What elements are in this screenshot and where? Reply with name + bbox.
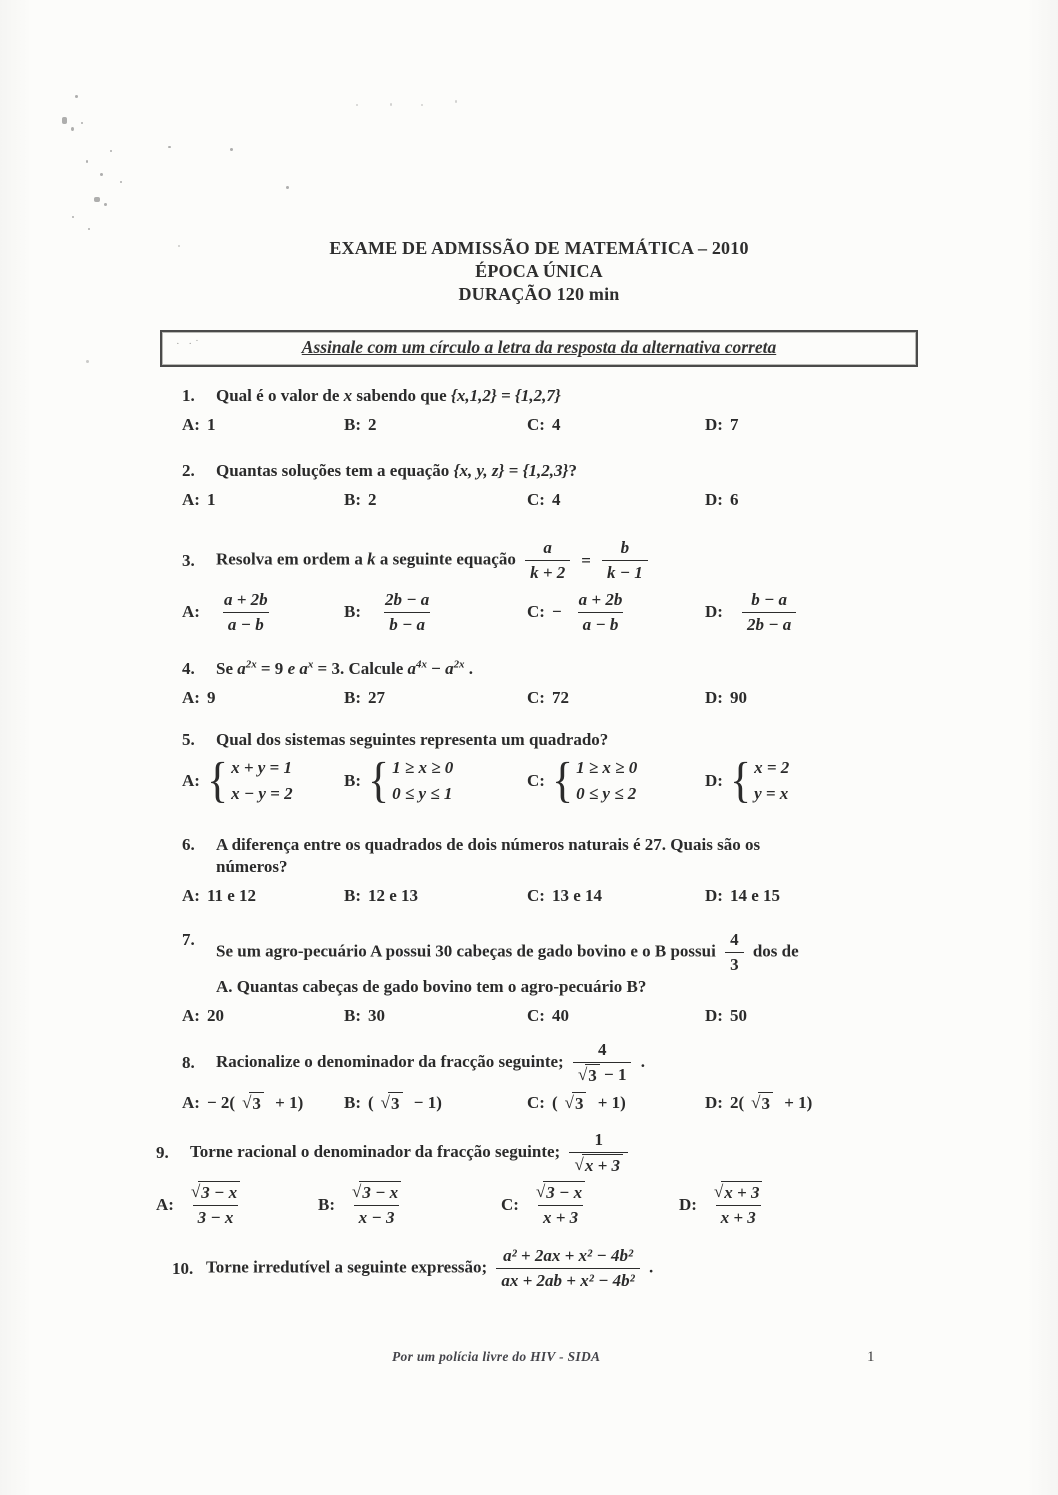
sqrt-radical-icon: √ <box>751 1092 760 1112</box>
equals-sign: = <box>581 550 591 570</box>
question-number: 7. <box>182 930 195 949</box>
question-number: 4. <box>182 658 195 678</box>
fraction <box>186 1181 245 1229</box>
option-d: D: √ x + 3 x + 3 <box>679 1181 918 1229</box>
question-3 <box>160 537 918 635</box>
denominator: k + 2 <box>525 560 570 584</box>
exam-header <box>160 237 918 306</box>
option-c: C: 4 <box>527 490 561 510</box>
fraction <box>496 1245 639 1292</box>
numerator: 4 <box>730 930 739 949</box>
question-text: Torne racional o denominador da fracção seguinte; 1 √ x + 3 <box>190 1129 918 1177</box>
sqrt-radical-icon: √ <box>242 1092 251 1112</box>
exam-duration: DURAÇÃO 120 min <box>458 284 620 304</box>
math-expression: {x, y, z} = {1,2,3} <box>453 461 569 481</box>
square-root: √ 3 <box>578 1064 600 1087</box>
option-b: B: 2 <box>344 415 377 435</box>
option-c: C: 4 <box>527 415 561 435</box>
denominator: ax + 2ab + x² − 4b² <box>496 1268 639 1292</box>
numerator <box>347 1181 406 1205</box>
sqrt-radical-icon: √ <box>352 1181 361 1201</box>
system-brace: { <box>206 753 229 809</box>
option-b: B: 12 e 13 <box>344 885 419 905</box>
question-text: Resolva em ordem a k a seguinte equação $\frac{a}{k + 2}$ = $\frac{b}{k - 1}$ <box>216 537 918 584</box>
numerator: a <box>543 538 552 558</box>
fraction <box>569 1129 628 1177</box>
fraction <box>573 1039 632 1087</box>
option-d: D: { x = 2 y = x <box>705 753 790 809</box>
option-b: B: 30 <box>344 1006 385 1026</box>
math-var: k <box>367 549 376 569</box>
square-root: √ 3 <box>381 1092 403 1115</box>
equation-system: { x + y = 1 x − y = 2 <box>206 753 293 809</box>
options-row <box>182 489 918 511</box>
option-a: A: 9 <box>182 687 216 707</box>
question-7 <box>160 929 918 1027</box>
denominator <box>569 1152 628 1177</box>
fraction <box>525 537 570 584</box>
fraction <box>709 1181 768 1229</box>
numerator: 2b − a <box>385 589 430 609</box>
options-row <box>182 414 918 436</box>
fraction <box>742 589 796 636</box>
fraction <box>725 929 744 976</box>
numerator: a + 2b <box>223 589 268 609</box>
sqrt-radical-icon: √ <box>577 1065 587 1085</box>
question-number: 9. <box>156 1142 169 1162</box>
sqrt-radical-icon: √ <box>564 1092 573 1112</box>
question-4 <box>160 658 918 709</box>
question-text: Qual dos sistemas seguintes representa um quadrado? <box>216 729 609 749</box>
denominator: k − 1 <box>602 560 648 584</box>
question-number: 1. <box>182 386 195 405</box>
instruction-box <box>160 330 918 367</box>
question-8 <box>160 1039 918 1114</box>
option-c: C: √ 3 − x x + 3 <box>501 1181 679 1229</box>
denominator: 2b − a <box>742 612 796 636</box>
system-brace: { <box>729 753 752 809</box>
math-expression: {x,1,2} = {1,2,7} <box>450 386 561 405</box>
option-c: C: 40 <box>527 1006 569 1026</box>
numerator: 1 <box>594 1129 603 1149</box>
denominator: b − a <box>384 612 430 636</box>
denominator: x + 3 <box>716 1205 761 1229</box>
option-d: D: 6 <box>705 490 739 510</box>
numerator: b − a <box>751 589 788 609</box>
option-b: B: 27 <box>344 687 385 707</box>
pencil-marks: · ·˙ <box>176 338 202 350</box>
square-root: √ 3 <box>751 1092 773 1115</box>
numerator: a² + 2ax + x² − 4b² <box>503 1246 634 1266</box>
exam-title: EXAME DE ADMISSÃO DE MATEMÁTICA – 2010 <box>329 238 749 258</box>
option-c: C: { 1 ≥ x ≥ 0 0 ≤ y ≤ 2 <box>527 753 638 809</box>
question-1 <box>160 385 918 436</box>
options-row <box>182 755 918 808</box>
square-root: √ 3 <box>242 1092 264 1115</box>
question-number: 5. <box>182 729 195 749</box>
square-root: √ x + 3 <box>574 1154 623 1177</box>
equation-system: { x = 2 y = x <box>729 753 790 809</box>
option-b: B: { 1 ≥ x ≥ 0 0 ≤ y ≤ 1 <box>344 753 454 809</box>
options-row <box>182 1005 918 1027</box>
question-10 <box>150 1245 918 1292</box>
square-root: √ 3 − x <box>352 1181 401 1204</box>
option-a: A: 20 <box>182 1006 224 1026</box>
system-brace: { <box>368 753 390 809</box>
instruction-text: Assinale com um círculo a letra da resposta da alternativa correta <box>301 337 777 357</box>
numerator: a + 2b <box>578 589 623 609</box>
option-b: B: ( √ 3 − 1) <box>344 1092 527 1115</box>
footer-motto: Por um polícia livre do HIV - SIDA <box>392 1349 601 1364</box>
sign: − <box>551 602 562 622</box>
question-2 <box>160 460 918 511</box>
square-root: √ x + 3 <box>714 1181 763 1204</box>
option-d: D: 14 e 15 <box>705 885 780 905</box>
question-number: 2. <box>182 461 195 481</box>
denominator: a − b <box>223 612 269 636</box>
option-b: B: $\frac{2b - a}{b - a}$ <box>344 589 527 636</box>
equation-system: { 1 ≥ x ≥ 0 0 ≤ y ≤ 1 <box>368 753 454 809</box>
equation <box>520 537 653 584</box>
numerator <box>186 1181 245 1205</box>
fraction <box>380 589 434 636</box>
question-number: 3. <box>182 550 195 570</box>
sqrt-radical-icon: √ <box>535 1181 545 1201</box>
question-text: Qual é o valor de x sabendo que {x,1,2} = {1,2,7} <box>216 386 561 405</box>
question-number: 8. <box>182 1053 195 1073</box>
system-brace: { <box>551 753 574 809</box>
option-c: C: − $\frac{a + 2b}{a - b}$ <box>527 589 705 636</box>
option-a: A: 1 <box>182 490 216 510</box>
options-row <box>182 589 918 636</box>
numerator <box>709 1181 768 1205</box>
numerator: b <box>620 538 630 558</box>
sqrt-radical-icon: √ <box>713 1181 723 1201</box>
option-a: A: $\frac{a + 2b}{a - b}$ <box>182 589 344 636</box>
question-text: Se $a^{2x} = 9$ e $a^x = 3$. Calcule $a^{4x} - a^{2x}$ . <box>216 658 473 678</box>
options-row <box>182 687 918 709</box>
numerator: 4 <box>597 1040 607 1060</box>
question-number: 10. <box>172 1258 194 1278</box>
option-d: D: $\frac{b - a}{2b - a}$ <box>705 589 918 636</box>
option-b: B: 2 <box>344 490 377 510</box>
options-row <box>156 1181 918 1229</box>
denominator: a − b <box>578 612 624 636</box>
question-9 <box>134 1129 918 1229</box>
option-d: D: 7 <box>705 415 739 435</box>
option-d: D: 90 <box>705 687 747 707</box>
question-number: 6. <box>182 834 195 854</box>
option-a: A: { x + y = 1 x − y = 2 <box>182 753 293 809</box>
denominator: 3 − x <box>193 1205 239 1229</box>
question-text: Torne irredutível a seguinte expressão; $\frac{\text{a² + 2ax + x² − 4b²}}{\text{ax + 2ab + x² − 4b²}}$ . <box>206 1245 918 1292</box>
equation-system: { 1 ≥ x ≥ 0 0 ≤ y ≤ 2 <box>551 753 638 809</box>
options-row <box>182 1092 918 1115</box>
question-6 <box>160 834 918 907</box>
denominator: x + 3 <box>538 1205 583 1229</box>
fraction <box>219 589 273 636</box>
question-text: Se um agro-pecuário A possui 30 cabeças de gado bovino e o B possui $\frac{4}{3}$ dos de A. Quantas cabeças de gado bovino tem o agro-pecuário B? <box>216 930 799 997</box>
question-5 <box>160 729 918 808</box>
math-var: x <box>343 386 353 405</box>
denominator: x − 3 <box>354 1205 400 1229</box>
option-c: C: ( √ 3 + 1) <box>527 1092 705 1115</box>
square-root: √ 3 − x <box>191 1181 240 1204</box>
sqrt-radical-icon: √ <box>380 1092 390 1112</box>
option-a: A: √ 3 − x 3 − x <box>156 1181 318 1229</box>
question-text: Racionalize o denominador da fracção seguinte; 4 √ 3 − 1 . <box>216 1039 918 1087</box>
option-d: D: 2( √ 3 + 1) <box>705 1092 918 1115</box>
fraction <box>602 537 648 584</box>
square-root: √ 3 <box>565 1092 587 1115</box>
sqrt-radical-icon: √ <box>574 1154 583 1174</box>
denominator: √ 3 − 1 <box>573 1062 632 1087</box>
question-text: A diferença entre os quadrados de dois números naturais é 27. Quais são os números? <box>216 834 761 876</box>
fraction <box>574 589 628 636</box>
sqrt-radical-icon: √ <box>190 1181 200 1201</box>
options-row <box>182 885 918 907</box>
question-text: Quantas soluções tem a equação {x, y, z} = {1,2,3}? <box>216 461 577 481</box>
option-c: C: 72 <box>527 687 569 707</box>
option-c: C: 13 e 14 <box>527 885 602 905</box>
option-a: A: 1 <box>182 415 216 435</box>
option-a: A: − 2( √ 3 + 1) <box>182 1092 344 1115</box>
square-root: √ 3 − x <box>536 1181 585 1204</box>
option-a: A: 11 e 12 <box>182 885 257 905</box>
page-number: 1 <box>867 1349 875 1365</box>
fraction <box>347 1181 406 1229</box>
fraction <box>531 1181 590 1229</box>
option-b: B: √ 3 − x x − 3 <box>318 1181 501 1229</box>
exam-session: ÉPOCA ÚNICA <box>475 261 603 281</box>
denominator: 3 <box>725 952 744 976</box>
option-d: D: 50 <box>705 1006 747 1026</box>
numerator <box>531 1181 590 1205</box>
